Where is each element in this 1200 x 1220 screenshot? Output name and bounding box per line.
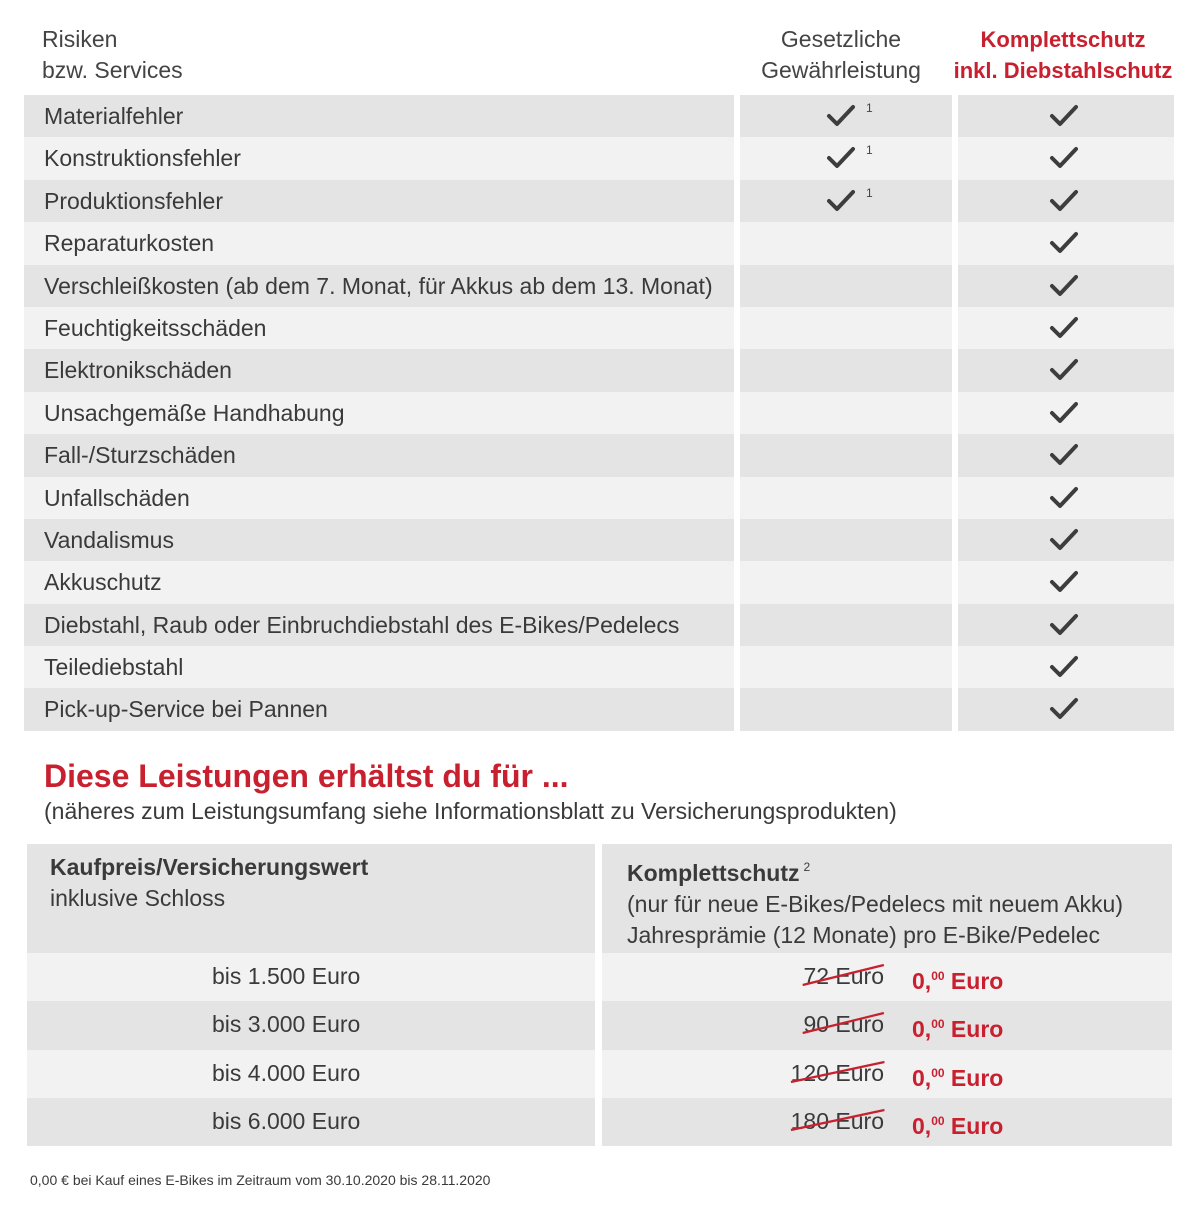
complete-protection-header-premium: Jahresprämie (12 Monate) pro E-Bike/Pedelec	[627, 922, 1101, 948]
footnote-marker-2: 2	[803, 860, 811, 874]
new-price-unit: Euro	[944, 1016, 1004, 1043]
coverage-row	[24, 561, 1176, 603]
complete-protection-cell	[958, 137, 1174, 179]
coverage-row	[24, 477, 1176, 519]
premium-cell	[602, 1001, 1172, 1049]
risks-header-line1: Risiken	[42, 26, 118, 52]
coverage-label: Vandalismus	[44, 526, 174, 553]
coverage-name-cell	[24, 349, 734, 391]
complete-protection-cell	[958, 434, 1174, 476]
coverage-name-cell	[24, 95, 734, 137]
price-range-cell	[27, 1098, 595, 1146]
footnote-marker-1: 1	[866, 185, 873, 200]
coverage-name-cell	[24, 222, 734, 264]
price-table-header-row	[27, 844, 1172, 953]
coverage-label: Teilediebstahl	[44, 654, 184, 681]
premium-cell	[602, 1098, 1172, 1146]
coverage-label: Unfallschäden	[44, 484, 190, 511]
old-price	[791, 1050, 884, 1096]
price-table	[27, 844, 1172, 1146]
old-price-text: 180 Euro	[790, 1107, 884, 1134]
risks-column-header	[42, 24, 442, 86]
complete-protection-cell	[958, 688, 1174, 730]
coverage-row	[24, 95, 1176, 137]
complete-header-line1: Komplettschutz	[980, 27, 1146, 52]
new-price	[912, 953, 1003, 1004]
new-price-cents: 00	[931, 969, 945, 983]
warranty-cell	[740, 477, 952, 519]
coverage-name-cell	[24, 561, 734, 603]
coverage-name-cell	[24, 519, 734, 561]
complete-protection-cell	[958, 307, 1174, 349]
checkmark-icon	[1049, 357, 1079, 383]
coverage-row	[24, 646, 1176, 688]
price-range: bis 1.500 Euro	[212, 963, 361, 989]
complete-protection-cell	[958, 392, 1174, 434]
offer-title: Diese Leistungen erhältst du für ...	[44, 758, 569, 794]
new-price-main: 0,	[912, 1064, 932, 1091]
price-range: bis 4.000 Euro	[212, 1059, 361, 1086]
checkmark-icon	[1049, 612, 1079, 638]
checkmark-icon	[1049, 273, 1079, 299]
coverage-name-cell	[24, 688, 734, 730]
warranty-header-line1: Gesetzliche	[780, 26, 902, 52]
old-price-text: 90 Euro	[803, 1011, 884, 1038]
strikethrough-mark	[789, 1106, 886, 1136]
price-range-cell	[27, 1001, 595, 1049]
price-header-right-cell	[602, 844, 1172, 953]
coverage-row	[24, 349, 1176, 391]
coverage-name-cell	[24, 434, 734, 476]
coverage-name-cell	[24, 307, 734, 349]
warranty-cell	[740, 265, 952, 307]
new-price	[912, 1001, 1003, 1052]
warranty-cell	[740, 688, 952, 730]
new-price-unit: Euro	[944, 968, 1004, 994]
coverage-label: Akkuschutz	[44, 569, 162, 596]
risks-header-line2: bzw. Services	[42, 57, 183, 83]
complete-protection-cell	[958, 349, 1174, 391]
new-price-main: 0,	[912, 1016, 932, 1043]
warranty-cell	[740, 222, 952, 264]
coverage-label: Fall-/Sturzschäden	[44, 442, 236, 469]
price-row	[27, 1001, 1172, 1049]
checkmark-icon	[826, 103, 856, 129]
strikethrough-mark	[801, 1009, 886, 1039]
offer-subtitle: (näheres zum Leistungsumfang siehe Informationsblatt zu Versicherungsprodukten)	[44, 798, 897, 824]
new-price-unit: Euro	[944, 1064, 1004, 1091]
new-price-unit: Euro	[944, 1112, 1004, 1139]
checkmark-icon	[1049, 230, 1079, 256]
old-price-text: 72 Euro	[803, 963, 884, 989]
new-price-cents: 00	[931, 1113, 945, 1128]
complete-protection-cell	[958, 561, 1174, 603]
coverage-name-cell	[24, 646, 734, 688]
coverage-label: Diebstahl, Raub oder Einbruchdiebstahl des E-Bikes/Pedelecs	[44, 611, 680, 638]
warranty-cell	[740, 392, 952, 434]
complete-protection-cell	[958, 265, 1174, 307]
warranty-cell	[740, 604, 952, 646]
checkmark-icon	[1049, 569, 1079, 595]
price-range: bis 3.000 Euro	[212, 1011, 361, 1038]
old-price	[791, 1098, 884, 1144]
strikethrough-mark	[801, 961, 886, 991]
complete-protection-cell	[958, 95, 1174, 137]
coverage-label: Feuchtigkeitsschäden	[44, 314, 267, 341]
complete-header-line2: inkl. Diebstahlschutz	[953, 58, 1173, 83]
coverage-row	[24, 265, 1176, 307]
complete-protection-cell	[958, 477, 1174, 519]
complete-protection-column-header	[944, 24, 1182, 86]
purchase-price-header-sub: inklusive Schloss	[50, 885, 226, 911]
checkmark-icon	[1049, 315, 1079, 341]
price-row	[27, 1050, 1172, 1098]
warranty-cell	[740, 646, 952, 688]
coverage-row	[24, 180, 1176, 222]
new-price-main: 0,	[912, 1112, 932, 1139]
coverage-label: Konstruktionsfehler	[44, 145, 241, 172]
premium-cell	[602, 953, 1172, 1001]
new-price	[912, 1098, 1003, 1149]
coverage-name-cell	[24, 265, 734, 307]
new-price-main: 0,	[912, 968, 932, 994]
price-row	[27, 953, 1172, 1001]
warranty-cell	[740, 561, 952, 603]
coverage-name-cell	[24, 477, 734, 519]
warranty-cell	[740, 434, 952, 476]
new-price	[912, 1050, 1003, 1101]
coverage-label: Unsachgemäße Handhabung	[44, 399, 345, 426]
old-price-text: 120 Euro	[790, 1059, 884, 1086]
strikethrough-mark	[789, 1058, 886, 1088]
checkmark-icon	[1049, 145, 1079, 171]
coverage-row	[24, 222, 1176, 264]
footnote-marker-1: 1	[866, 101, 873, 115]
old-price	[803, 1001, 884, 1047]
price-row	[27, 1098, 1172, 1146]
warranty-column-header	[740, 24, 942, 86]
warranty-cell	[740, 307, 952, 349]
coverage-label: Reparaturkosten	[44, 230, 215, 257]
coverage-label: Materialfehler	[44, 103, 184, 129]
purchase-price-header: Kaufpreis/Versicherungswert	[50, 854, 369, 880]
checkmark-icon	[1049, 654, 1079, 680]
complete-protection-cell	[958, 519, 1174, 561]
coverage-label: Elektronikschäden	[44, 357, 232, 384]
checkmark-icon	[1049, 485, 1079, 511]
warranty-cell	[740, 180, 952, 222]
checkmark-icon	[1049, 527, 1079, 553]
price-range-cell	[27, 953, 595, 1001]
coverage-label: Produktionsfehler	[44, 187, 223, 214]
checkmark-icon	[826, 188, 856, 214]
coverage-row	[24, 434, 1176, 476]
warranty-cell	[740, 519, 952, 561]
coverage-row	[24, 604, 1176, 646]
coverage-row	[24, 688, 1176, 730]
warranty-cell	[740, 349, 952, 391]
complete-protection-cell	[958, 646, 1174, 688]
checkmark-icon	[1049, 696, 1079, 722]
premium-cell	[602, 1050, 1172, 1098]
coverage-name-cell	[24, 180, 734, 222]
coverage-row	[24, 519, 1176, 561]
coverage-name-cell	[24, 604, 734, 646]
coverage-row	[24, 392, 1176, 434]
checkmark-icon	[1049, 400, 1079, 426]
warranty-header-line2: Gewährleistung	[761, 57, 921, 83]
price-range: bis 6.000 Euro	[212, 1107, 361, 1134]
coverage-comparison-table	[24, 95, 1176, 731]
warranty-cell	[740, 95, 952, 137]
checkmark-icon	[1049, 103, 1079, 129]
coverage-row	[24, 307, 1176, 349]
checkmark-icon	[1049, 188, 1079, 214]
warranty-cell	[740, 137, 952, 179]
new-price-cents: 00	[931, 1065, 945, 1080]
coverage-name-cell	[24, 392, 734, 434]
complete-protection-header: Komplettschutz	[627, 860, 800, 886]
footnote: 0,00 € bei Kauf eines E-Bikes im Zeitraum vom 30.10.2020 bis 28.11.2020	[30, 1172, 491, 1188]
coverage-name-cell	[24, 137, 734, 179]
coverage-label: Verschleißkosten (ab dem 7. Monat, für Akkus ab dem 13. Monat)	[44, 272, 713, 299]
checkmark-icon	[826, 145, 856, 171]
checkmark-icon	[1049, 442, 1079, 468]
complete-protection-header-note: (nur für neue E-Bikes/Pedelecs mit neuem Akku)	[627, 891, 1124, 917]
new-price-cents: 00	[931, 1017, 945, 1032]
old-price	[803, 953, 884, 999]
price-header-left-cell	[27, 844, 595, 953]
footnote-marker-1: 1	[866, 143, 873, 158]
complete-protection-cell	[958, 604, 1174, 646]
coverage-label: Pick-up-Service bei Pannen	[44, 696, 328, 723]
complete-protection-cell	[958, 180, 1174, 222]
coverage-row	[24, 137, 1176, 179]
complete-protection-cell	[958, 222, 1174, 264]
price-range-cell	[27, 1050, 595, 1098]
